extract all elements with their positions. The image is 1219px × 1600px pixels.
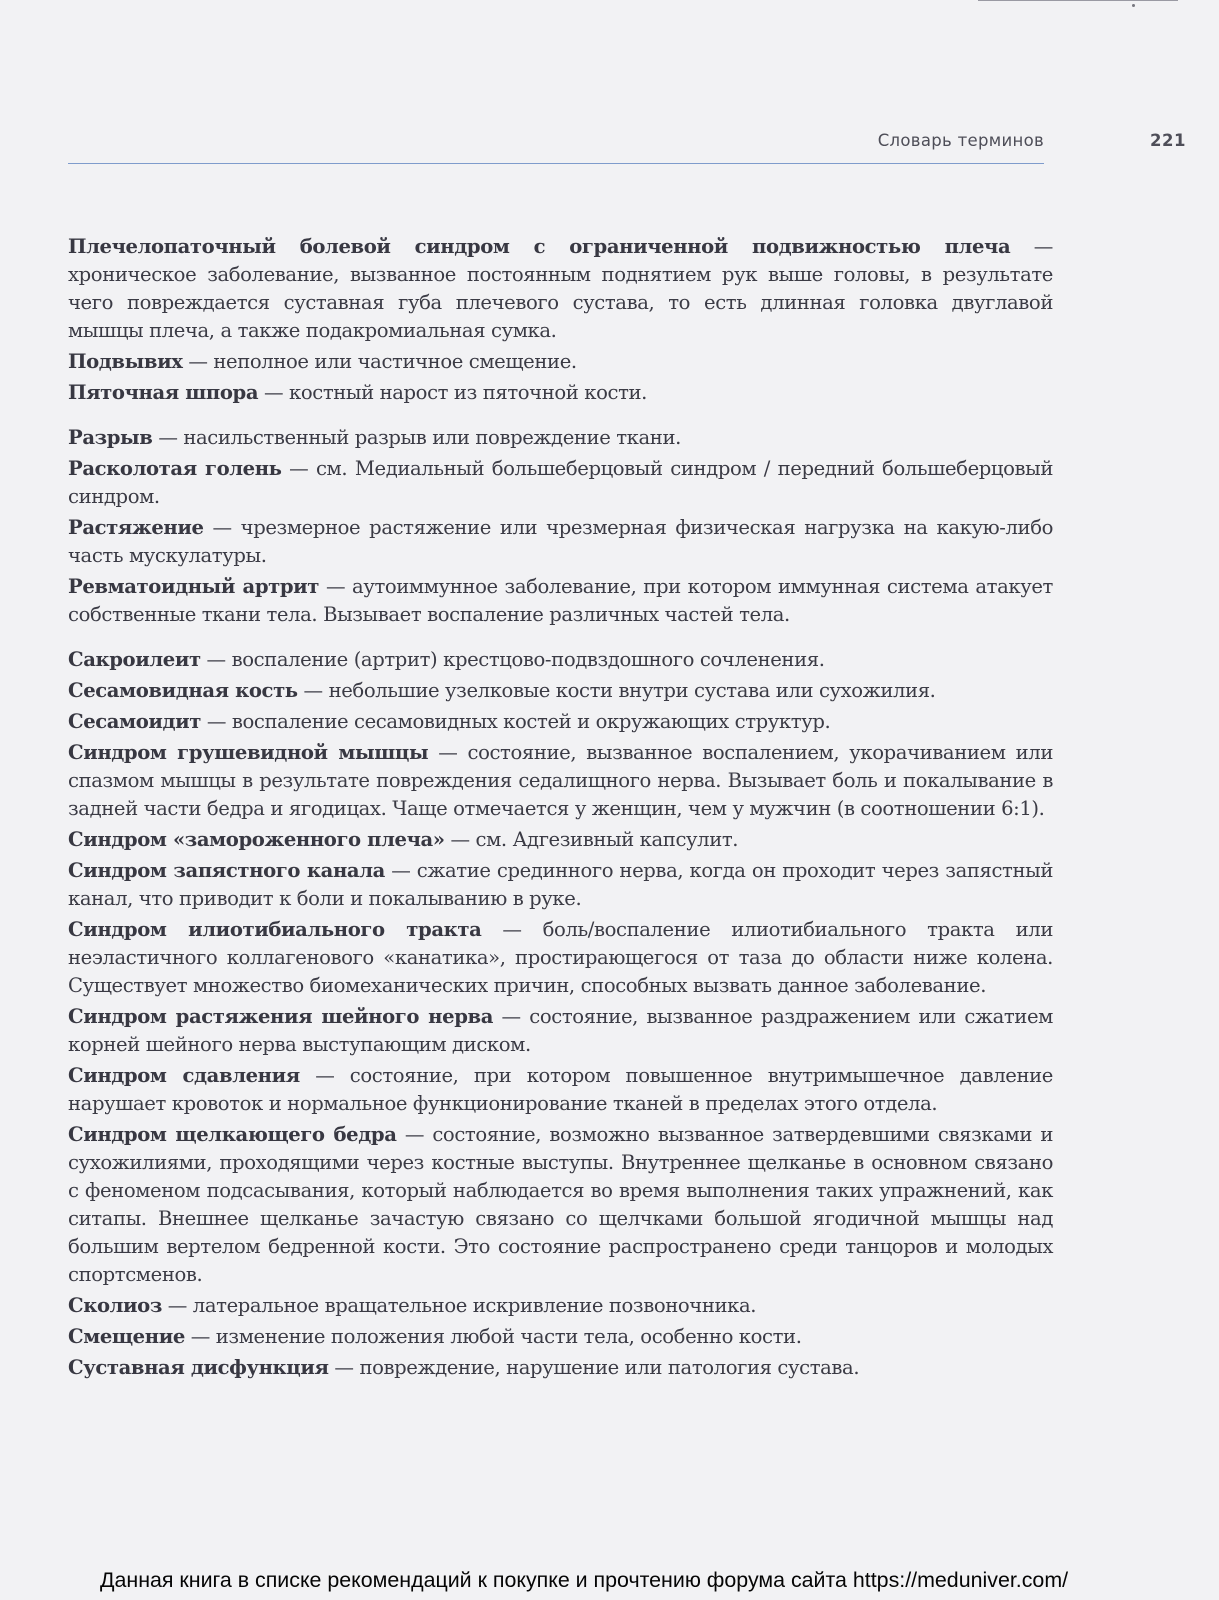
entry-definition: см. Медиальный большеберцовый синдром / передний большеберцовый синдром. <box>68 457 1053 508</box>
entry-term: Сакроилеит <box>68 648 201 671</box>
entry-term: Суставная дисфункция <box>68 1356 329 1379</box>
glossary-entry: Растяжение — чрезмерное растяжение или чрезмерная физическая нагрузка на какую-либо часть мускулатуры. <box>68 516 1053 567</box>
glossary-entry: Ревматоидный артрит — аутоиммунное заболевание, при котором иммунная система атакует собственные ткани тела. Вызывает воспаление различных частей тела. <box>68 575 1053 626</box>
entry-definition: латеральное вращательное искривление позвоночника. <box>192 1294 757 1317</box>
entry-term: Синдром илиотибиального тракта <box>68 918 482 941</box>
top-edge-rule <box>978 0 1178 1</box>
glossary-entry: Подвывих — неполное или частичное смещение. <box>68 350 577 373</box>
glossary-entry: Синдром запястного канала — сжатие срединного нерва, когда он проходит через запястный канал, что приводит к боли и покалыванию в руке. <box>68 859 1054 910</box>
watermark-banner: Данная книга в списке рекомендаций к покупке и прочтению форума сайта https://meduniver.com/ <box>100 1568 1069 1592</box>
entry-definition: воспаление (артрит) крестцово-подвздошного сочленения. <box>231 648 825 671</box>
section-title: Словарь терминов <box>877 131 1044 150</box>
glossary-entry: Сакроилеит — воспаление (артрит) крестцово-подвздошного сочленения. <box>68 648 825 671</box>
glossary-entry: Смещение — изменение положения любой части тела, особенно кости. <box>68 1325 802 1348</box>
glossary-entry: Сесамоидит — воспаление сесамовидных костей и окружающих структур. <box>68 710 831 733</box>
entry-definition: состояние, при котором повышенное внутримышечное давление нарушает кровоток и нормальное функционирование тканей в пределах этого отдела. <box>68 1064 1053 1115</box>
glossary-entry: Синдром растяжения шейного нерва — состояние, вызванное раздражением или сжатием корней шейного нерва выступающим диском. <box>68 1005 1053 1056</box>
entry-definition: состояние, возможно вызванное затвердевшими связками и сухожилиями, проходящими через костные выступы. Внутреннее щелканье в основном связано с феноменом подсасывания, который наблюдается во время выполнения таких упражнений, как ситапы. Внешнее щелканье зачастую связано со щелчками большой ягодичной мышцы над большим вертелом бедренной кости. Это состояние распространено среди танцоров и молодых спортсменов. <box>68 1123 1053 1286</box>
entry-term: Плечелопаточный болевой синдром с ограниченной подвижностью плеча <box>68 235 1011 258</box>
entry-definition: костный нарост из пяточной кости. <box>289 381 647 404</box>
entry-term: Пяточная шпора <box>68 381 259 404</box>
glossary-entry: Разрыв — насильственный разрыв или повреждение ткани. <box>68 426 681 449</box>
entry-term: Растяжение <box>68 516 204 539</box>
entry-term: Сесамоидит <box>68 710 202 733</box>
entry-definition: повреждение, нарушение или патология сустава. <box>359 1356 860 1379</box>
entry-term: Синдром щелкающего бедра <box>68 1123 397 1146</box>
glossary-entry: Сесамовидная кость — небольшие узелковые кости внутри сустава или сухожилия. <box>68 679 936 702</box>
entry-term: Подвывих <box>68 350 183 373</box>
entry-term: Разрыв <box>68 426 153 449</box>
entry-definition: аутоиммунное заболевание, при котором иммунная система атакует собственные ткани тела. Вызывает воспаление различных частей тела. <box>68 575 1053 626</box>
entry-definition: хроническое заболевание, вызванное постоянным поднятием рук выше головы, в результате чего повреждается суставная губа плечевого сустава, то есть длинная головка двуглавой мышцы плеча, а также подакромиальная сумка. <box>68 263 1053 342</box>
glossary-entry: Синдром грушевидной мышцы — состояние, вызванное воспалением, укорачиванием или спазмом мышцы в результате повреждения седалищного нерва. Вызывает боль и покалывание в задней части бедра и ягодицах. Чаще отмечается у женщин, чем у мужчин (в соотношении 6:1). <box>68 741 1053 820</box>
entry-definition: сжатие срединного нерва, когда он проходит через запястный канал, что приводит к боли и покалыванию в руке. <box>68 859 1054 910</box>
entry-definition: небольшие узелковые кости внутри сустава или сухожилия. <box>328 679 936 702</box>
entry-definition: см. Адгезивный капсулит. <box>475 828 739 851</box>
entry-definition: воспаление сесамовидных костей и окружающих структур. <box>231 710 831 733</box>
entry-definition: насильственный разрыв или повреждение ткани. <box>183 426 681 449</box>
entry-definition: неполное или частичное смещение. <box>213 350 577 373</box>
entry-definition: чрезмерное растяжение или чрезмерная физическая нагрузка на какую-либо часть мускулатуры. <box>68 516 1053 567</box>
scan-mark <box>1132 4 1135 7</box>
entry-definition: боль/воспаление илиотибиального тракта или неэластичного коллагенового «канатика», простирающегося от таза до области ниже колена. Существует множество биомеханических причин, способных вызвать данное заболевание. <box>68 918 1053 997</box>
glossary-entry: Синдром щелкающего бедра — состояние, возможно вызванное затвердевшими связками и сухожилиями, проходящими через костные выступы. Внутреннее щелканье в основном связано с феноменом подсасывания, который наблюдается во время выполнения таких упражнений, как ситапы. Внешнее щелканье зачастую связано со щелчками большой ягодичной мышцы над большим вертелом бедренной кости. Это состояние распространено среди танцоров и молодых спортсменов. <box>68 1123 1053 1286</box>
entry-definition: состояние, вызванное воспалением, укорачиванием или спазмом мышцы в результате повреждения седалищного нерва. Вызывает боль и покалывание в задней части бедра и ягодицах. Чаще отмечается у женщин, чем у мужчин (в соотношении 6:1). <box>68 741 1053 820</box>
entry-term: Синдром сдавления <box>68 1064 300 1087</box>
glossary-entry: Синдром «замороженного плеча» — см. Адгезивный капсулит. <box>68 828 739 851</box>
entry-term: Синдром растяжения шейного нерва <box>68 1005 494 1028</box>
glossary-entry: Плечелопаточный болевой синдром с ограниченной подвижностью плеча — хроническое заболевание, вызванное постоянным поднятием рук выше головы, в результате чего повреждается суставная губа плечевого сустава, то есть длинная головка двуглавой мышцы плеча, а также подакромиальная сумка. <box>68 235 1053 342</box>
entry-term: Синдром грушевидной мышцы <box>68 741 429 764</box>
entry-definition: изменение положения любой части тела, особенно кости. <box>215 1325 802 1348</box>
glossary-list <box>68 233 1053 1385</box>
page-number: 221 <box>1150 131 1186 150</box>
entry-term: Синдром запястного канала <box>68 859 385 882</box>
entry-term: Смещение <box>68 1325 185 1348</box>
glossary-entry: Синдром илиотибиального тракта — боль/воспаление илиотибиального тракта или неэластичного коллагенового «канатика», простирающегося от таза до области ниже колена. Существует множество биомеханических причин, способных вызвать данное заболевание. <box>68 918 1053 997</box>
entry-term: Расколотая голень <box>68 457 282 480</box>
glossary-entry: Суставная дисфункция — повреждение, нарушение или патология сустава. <box>68 1356 860 1379</box>
entry-term: Синдром «замороженного плеча» <box>68 828 445 851</box>
entry-term: Сколиоз <box>68 1294 162 1317</box>
entry-term: Ревматоидный артрит <box>68 575 320 598</box>
glossary-entry: Сколиоз — латеральное вращательное искривление позвоночника. <box>68 1294 757 1317</box>
running-header <box>68 131 1044 164</box>
glossary-entry: Пяточная шпора — костный нарост из пяточной кости. <box>68 381 647 404</box>
glossary-entry: Синдром сдавления — состояние, при котором повышенное внутримышечное давление нарушает кровоток и нормальное функционирование тканей в пределах этого отдела. <box>68 1064 1053 1115</box>
glossary-entry: Расколотая голень — см. Медиальный большеберцовый синдром / передний большеберцовый синдром. <box>68 457 1053 508</box>
entry-term: Сесамовидная кость <box>68 679 298 702</box>
entry-definition: состояние, вызванное раздражением или сжатием корней шейного нерва выступающим диском. <box>68 1005 1053 1056</box>
